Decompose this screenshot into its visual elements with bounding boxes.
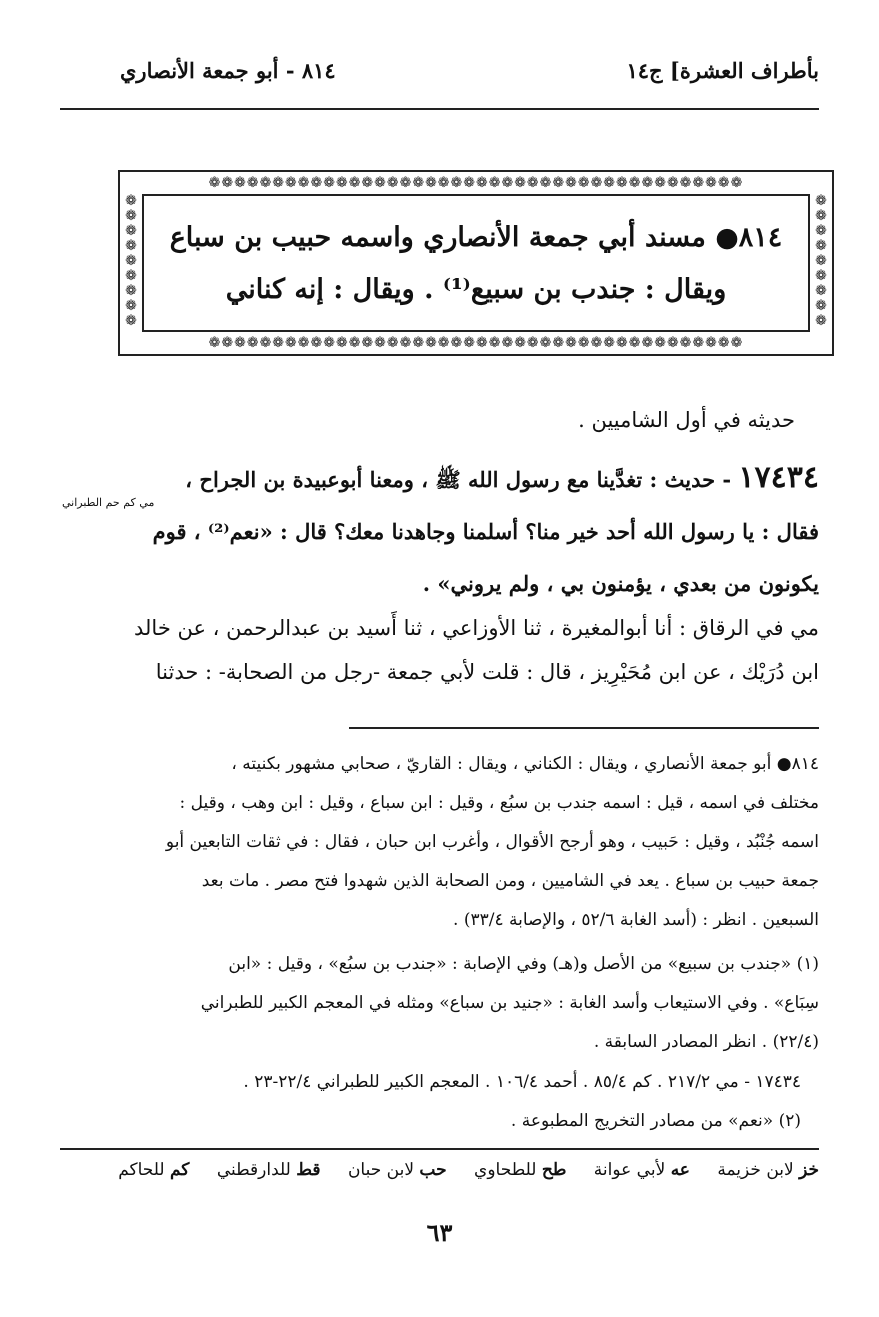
bio-line: السبعين . انظر : (أسد الغابة ٥٢/٦ ، والإصابة ٣٣/٤) .	[453, 910, 819, 930]
abbr-name: للطحاوي	[474, 1160, 537, 1180]
hadith-number: ١٧٤٣٤	[738, 460, 819, 495]
abbr-name: للحاكم	[118, 1160, 165, 1180]
isnad-line-1: مي في الرقاق : أنا أبوالمغيرة ، ثنا الأوزاعي ، ثنا أَسيد بن عبدالرحمن ، عن خالد	[134, 616, 819, 640]
hadith-block	[60, 452, 819, 610]
abbr-name: للدارقطني	[216, 1160, 291, 1180]
footnote-rule	[349, 727, 819, 729]
abbr-name: لابن حبان	[347, 1160, 415, 1180]
note1-line: (١) «جندب بن سبيع» من الأصل و(هـ) وفي الإصابة : «جندب بن سبُع» ، وقيل : «ابن	[228, 954, 819, 974]
hadith-line-3: يكونون من بعدي ، يؤمنون بي ، ولم يروني» .	[422, 571, 819, 596]
frame-ornament-bottom: ❁❁❁❁❁❁❁❁❁❁❁❁❁❁❁❁❁❁❁❁❁❁❁❁❁❁❁❁❁❁❁❁❁❁❁❁❁❁❁❁❁❁	[208, 335, 744, 351]
abbr-item	[474, 1160, 566, 1180]
footnote-1	[60, 945, 819, 1062]
header-rule	[60, 108, 819, 110]
abbr-code: كم	[169, 1160, 190, 1180]
bio-line: ٨١٤● أبو جمعة الأنصاري ، ويقال : الكناني ، ويقال : القاريّ ، صحابي مشهور بكنيته ،	[231, 754, 819, 774]
abbr-item	[217, 1160, 321, 1180]
frame-ornament-top: ❁❁❁❁❁❁❁❁❁❁❁❁❁❁❁❁❁❁❁❁❁❁❁❁❁❁❁❁❁❁❁❁❁❁❁❁❁❁❁❁❁❁	[208, 175, 744, 191]
footnote-bio	[60, 745, 819, 940]
hadith-line-2: فقال : يا رسول الله أحد خير منا؟ أسلمنا وجاهدنا معك؟ قال : «نعم⁽²⁾ ، قوم	[152, 519, 819, 544]
abbr-code: عه	[670, 1160, 690, 1180]
running-header-book: بأطراف العشرة] ج١٤	[626, 58, 819, 83]
takhrij-line: ١٧٤٣٤ - مي ٢١٧/٢ . كم ٨٥/٤ . أحمد ١٠٦/٤ . المعجم الكبير للطبراني ٢٢/٤-٢٣ .	[243, 1072, 801, 1092]
abbr-name: لابن خزيمة	[717, 1160, 794, 1180]
abbr-name: لأبي عوانة	[593, 1160, 666, 1180]
frame-ornament-right: ❁❁❁❁❁❁❁❁❁	[815, 194, 827, 329]
bio-line: مختلف في اسمه ، قيل : اسمه جندب بن سبُع ، وقيل : ابن سباع ، وقيل : ابن وهب ، وقيل :	[179, 793, 819, 813]
hadith-source-tags: مي كم حم الطبراني	[62, 496, 155, 509]
bio-line: اسمه جُنْبُد ، وقيل : حَبيب ، وهو أرجح الأقوال ، وأغرب ابن حبان ، فقال : في ثقات التابعين أبو	[165, 832, 819, 852]
abbr-item	[594, 1160, 690, 1180]
abbr-item	[348, 1160, 447, 1180]
abbr-code: خز	[799, 1160, 819, 1180]
abbr-code: قط	[296, 1160, 321, 1180]
isnad-block	[60, 606, 819, 694]
abbr-code: حب	[419, 1160, 447, 1180]
note1-line: سِبَاع» . وفي الاستيعاب وأسد الغابة : «جنيد بن سباع» ومثله في المعجم الكبير للطبراني	[200, 993, 819, 1013]
isnad-line-2: ابن دُرَيْك ، عن ابن مُحَيْرِيز ، قال : قلت لأبي جمعة -رجل من الصحابة- : حدثنا	[155, 660, 819, 684]
title-line-1: ٨١٤● مسند أبي جمعة الأنصاري واسمه حبيب بن سباع	[169, 222, 783, 253]
note2-line: (٢) «نعم» من مصادر التخريج المطبوعة .	[510, 1111, 801, 1131]
abbr-code: طح	[541, 1160, 567, 1180]
title-box	[142, 194, 810, 332]
abbr-item	[717, 1160, 819, 1180]
abbreviations-legend	[96, 1160, 819, 1180]
frame-ornament-left: ❁❁❁❁❁❁❁❁❁	[125, 194, 137, 329]
note1-line: (٢٢/٤) . انظر المصادر السابقة .	[593, 1032, 819, 1052]
title-frame	[118, 170, 834, 356]
footnote-takhrij	[60, 1063, 819, 1141]
page-number: ٦٣	[426, 1218, 453, 1247]
abbr-item	[118, 1160, 189, 1180]
hadith-line-1: - حديث : تغدَّينا مع رسول الله ﷺ ، ومعنا أبوعبيدة بن الجراح ،	[185, 467, 732, 492]
title-line-2: ويقال : جندب بن سبيع⁽¹⁾ . ويقال : إنه كناني	[225, 274, 727, 305]
abbreviations-rule	[60, 1148, 819, 1150]
intro-text: حديثه في أول الشاميين .	[578, 408, 795, 432]
bio-line: جمعة حبيب بن سباع . يعد في الشاميين ، ومن الصحابة الذين شهدوا فتح مصر . مات بعد	[201, 871, 819, 891]
running-header-section: ٨١٤ - أبو جمعة الأنصاري	[120, 58, 336, 83]
